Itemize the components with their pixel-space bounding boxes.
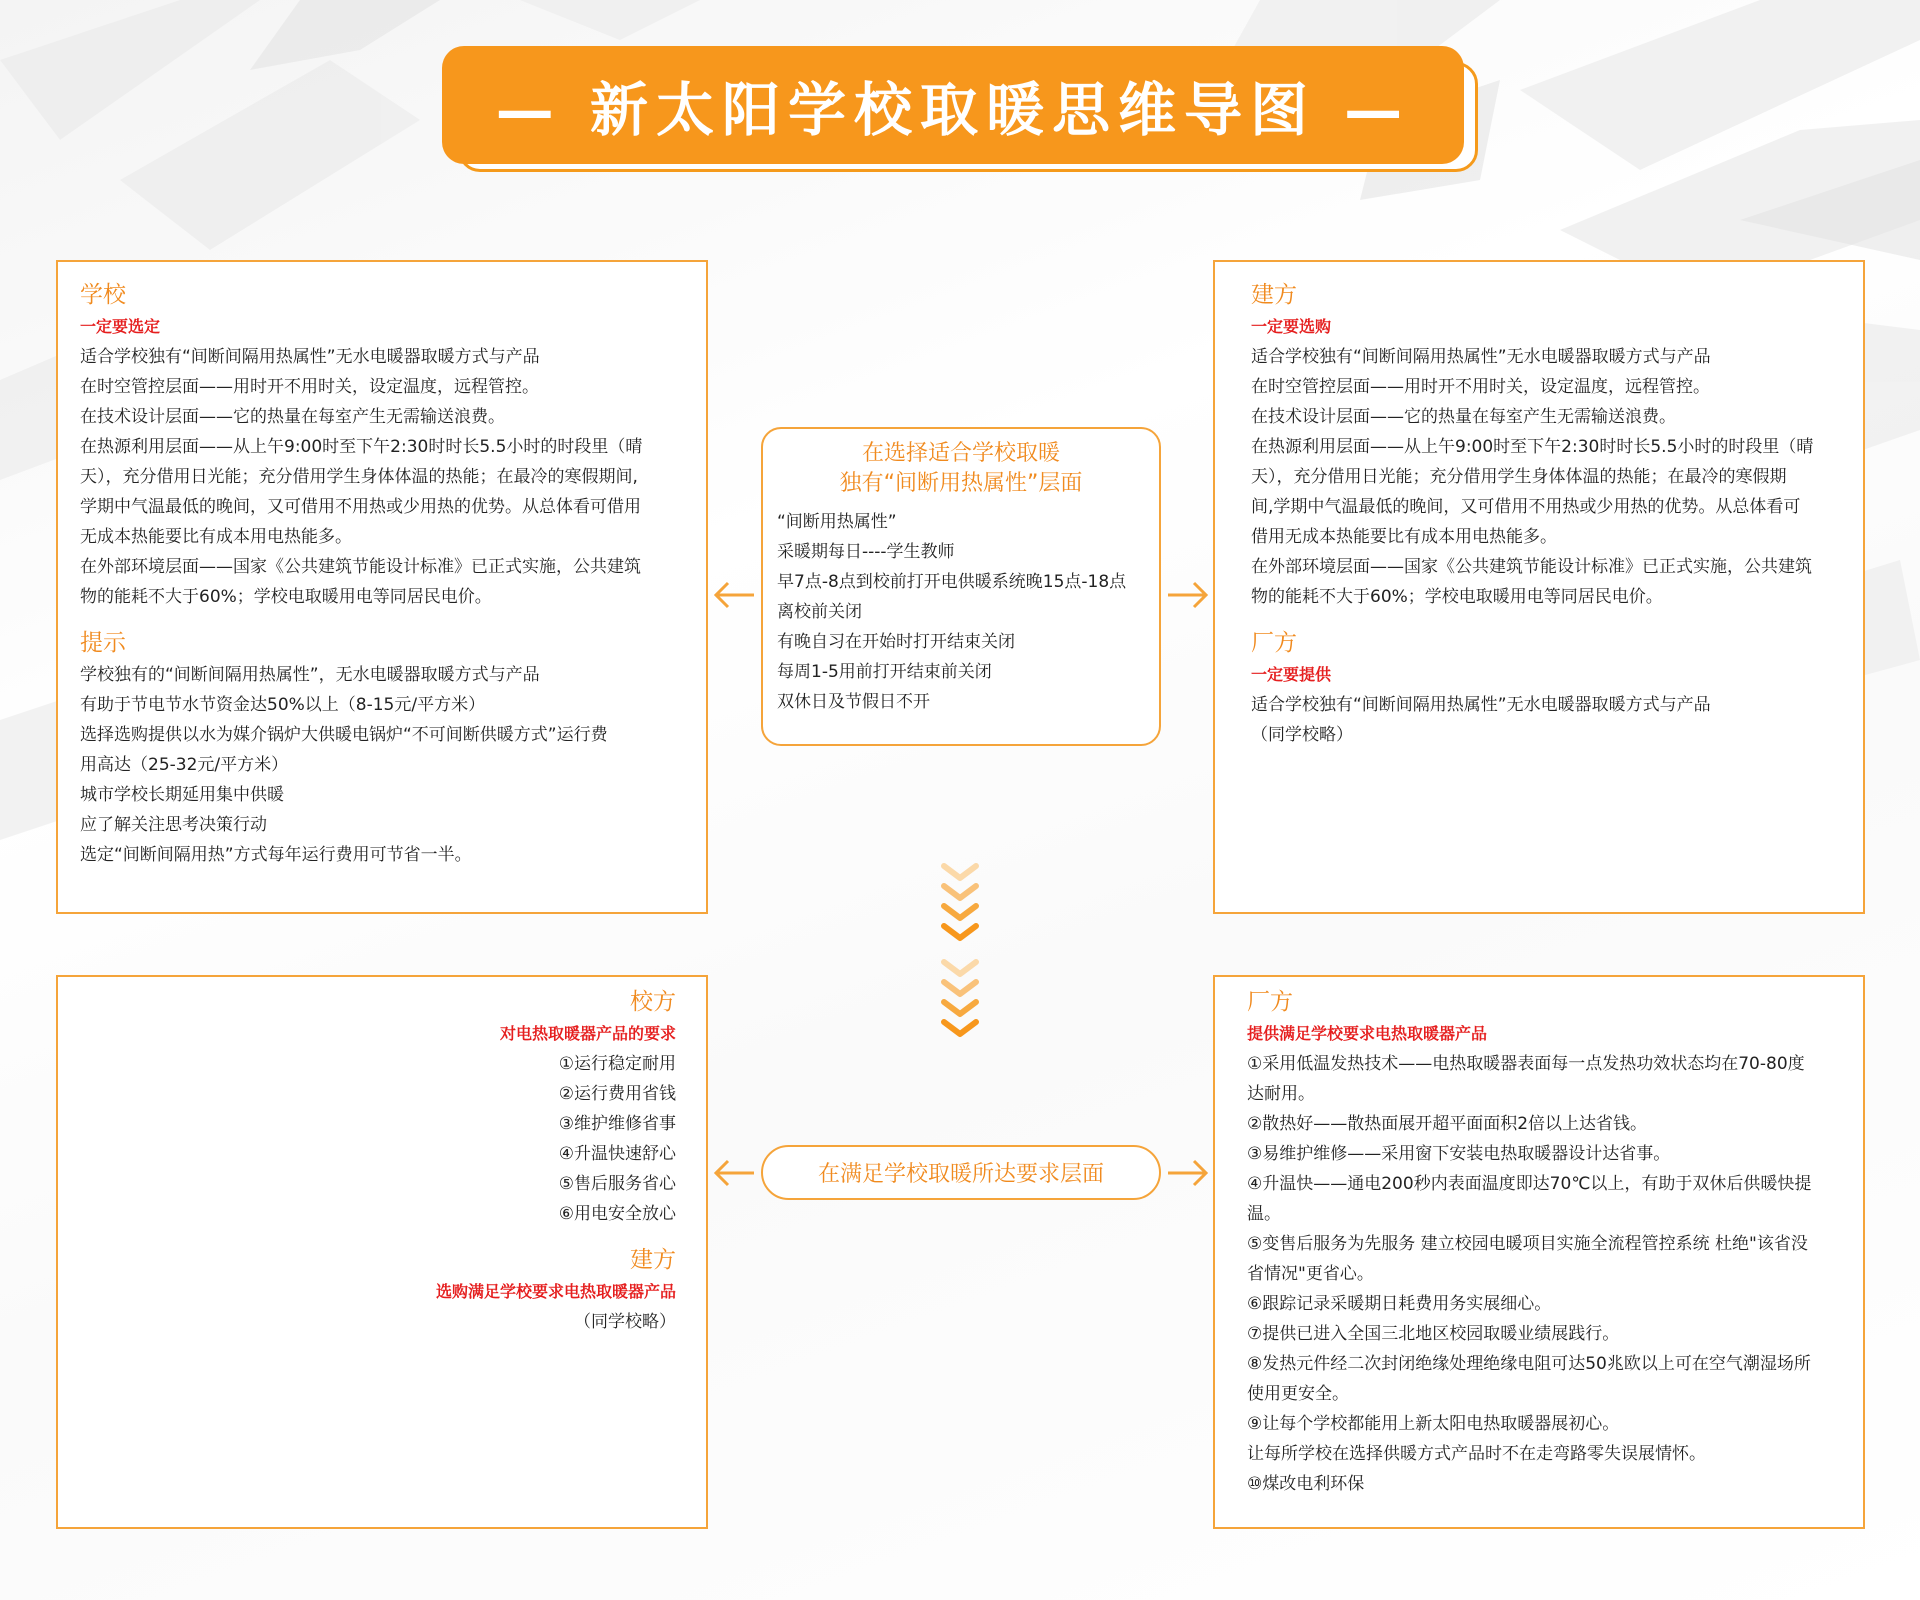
panel-line: 达耐用。 — [1247, 1084, 1315, 1104]
panel-line: 应了解关注思考决策行动 — [80, 815, 267, 835]
panel-line: （同学校略） — [574, 1312, 676, 1332]
panel-line: ⑤售后服务省心 — [558, 1174, 676, 1194]
panel-red-subheading: 一定要提供 — [1251, 665, 1332, 684]
panel-line: 在时空管控层面——用时开不用时关，设定温度，远程管控。 — [80, 377, 539, 397]
panel-line: 适合学校独有“间断间隔用热属性”无水电暖器取暖方式与产品 — [80, 347, 540, 367]
center-topic-title: 在选择适合学校取暖 — [861, 441, 1060, 466]
center-topic-line: 早7点-8点到校前打开电供暖系统晚15点-18点 — [777, 572, 1127, 592]
panel-red-subheading: 提供满足学校要求电热取暖器产品 — [1247, 1024, 1488, 1043]
panel-line: 学校独有的“间断间隔用热属性”，无水电暖器取暖方式与产品 — [80, 665, 540, 685]
panel-line: 在时空管控层面——用时开不用时关，设定温度，远程管控。 — [1251, 377, 1710, 397]
panel-manufacturer-provision — [1213, 975, 1865, 1529]
panel-line: ①运行稳定耐用 — [558, 1054, 676, 1074]
center-requirement-label: 在满足学校取暖所达要求层面 — [817, 1162, 1104, 1187]
center-topic-title: 独有“间断用热属性”层面 — [839, 471, 1083, 496]
panel-line: 用高达（25-32元/平方米） — [80, 755, 289, 775]
panel-line: 天），充分借用日光能；充分借用学生身体体温的热能；在最冷的寒假期间, — [80, 467, 638, 487]
panel-heading: 学校 — [80, 282, 126, 308]
center-topic-line: 双休日及节假日不开 — [777, 692, 930, 712]
panel-line: （同学校略） — [1251, 725, 1353, 745]
panel-builder-selection — [1213, 260, 1865, 914]
panel-line: ⑥跟踪记录采暖期日耗费用务实展细心。 — [1247, 1294, 1552, 1314]
center-topic-line: 有晚自习在开始时打开结束关闭 — [777, 632, 1015, 652]
panel-line: 在热源利用层面——从上午9:00时至下午2:30时时长5.5小时的时段里（晴 — [1251, 437, 1814, 457]
panel-line: 物的能耗不大于60%；学校电取暖用电等同居民电价。 — [80, 587, 492, 607]
panel-red-subheading: 一定要选定 — [80, 317, 161, 336]
title-banner — [442, 46, 1482, 174]
panel-line: 物的能耗不大于60%；学校电取暖用电等同居民电价。 — [1251, 587, 1663, 607]
center-topic-line: 离校前关闭 — [777, 602, 862, 622]
panel-line: 在外部环境层面——国家《公共建筑节能设计标准》已正式实施，公共建筑 — [1251, 557, 1812, 577]
center-topic-line: “间断用热属性” — [777, 512, 897, 532]
panel-heading: 厂方 — [1247, 989, 1293, 1015]
title-banner-box — [442, 46, 1464, 164]
panel-line: ③维护维修省事 — [558, 1114, 676, 1134]
panel-line: 省情况"更省心。 — [1247, 1264, 1374, 1284]
panel-line: 适合学校独有“间断间隔用热属性”无水电暖器取暖方式与产品 — [1251, 695, 1711, 715]
panel-line: ②运行费用省钱 — [558, 1084, 676, 1104]
panel-line: 让每所学校在选择供暖方式产品时不在走弯路零失误展情怀。 — [1247, 1444, 1706, 1464]
arrow-right-icon — [1166, 1158, 1210, 1188]
panel-line: ⑨让每个学校都能用上新太阳电热取暖器展初心。 — [1247, 1414, 1620, 1434]
panel-line: 无成本热能要比有成本用电热能多。 — [80, 527, 352, 547]
page-title: — 新太阳学校取暖思维导图 — — [495, 76, 1411, 144]
panel-heading: 提示 — [80, 630, 126, 656]
panel-line: 有助于节电节水节资金达50%以上（8-15元/平方米） — [80, 695, 486, 715]
center-requirement-pill — [761, 1145, 1161, 1200]
panel-line: ⑩煤改电利环保 — [1247, 1474, 1365, 1494]
panel-red-subheading: 选购满足学校要求电热取暖器产品 — [435, 1282, 676, 1301]
panel-heading: 厂方 — [1251, 630, 1297, 656]
panel-red-subheading: 一定要选购 — [1251, 317, 1332, 336]
panel-heading: 校方 — [630, 989, 676, 1015]
panel-line: 使用更安全。 — [1247, 1384, 1349, 1404]
panel-line: ②散热好——散热面展开超平面面积2倍以上达省钱。 — [1247, 1114, 1648, 1134]
panel-line: 城市学校长期延用集中供暖 — [80, 785, 284, 805]
panel-line: 适合学校独有“间断间隔用热属性”无水电暖器取暖方式与产品 — [1251, 347, 1711, 367]
panel-line: 在热源利用层面——从上午9:00时至下午2:30时时长5.5小时的时段里（晴 — [80, 437, 643, 457]
panel-line: 在技术设计层面——它的热量在每室产生无需输送浪费。 — [1251, 407, 1676, 427]
panel-line: ⑧发热元件经二次封闭绝缘处理绝缘电阻可达50兆欧以上可在空气潮湿场所 — [1247, 1354, 1811, 1374]
panel-heading: 建方 — [630, 1247, 676, 1273]
panel-line: ③易维护维修——采用窗下安装电热取暖器设计达省事。 — [1247, 1144, 1671, 1164]
panel-line: 在外部环境层面——国家《公共建筑节能设计标准》已正式实施，公共建筑 — [80, 557, 641, 577]
panel-heading: 建方 — [1251, 282, 1297, 308]
panel-line: ⑥用电安全放心 — [558, 1204, 676, 1224]
panel-line: ⑤变售后服务为先服务 建立校园电暖项目实施全流程管控系统 杜绝"该省没 — [1247, 1234, 1808, 1254]
panel-line: 借用无成本热能要比有成本用电热能多。 — [1251, 527, 1557, 547]
panel-line: 间,学期中气温最低的晚间，又可借用不用热或少用热的优势。从总体看可 — [1251, 497, 1801, 517]
chevron-down-icon — [938, 862, 982, 1047]
panel-line: ①采用低温发热技术——电热取暖器表面每一点发热功效状态均在70-80度 — [1247, 1054, 1805, 1074]
panel-line: 在技术设计层面——它的热量在每室产生无需输送浪费。 — [80, 407, 505, 427]
panel-line: 选择选购提供以水为媒介锅炉大供暖电锅炉“不可间断供暖方式”运行费 — [80, 725, 608, 745]
panel-line: 温。 — [1247, 1204, 1281, 1224]
center-topic-line: 每周1-5用前打开结束前关闭 — [777, 662, 992, 682]
panel-line: ④升温快速舒心 — [558, 1144, 676, 1164]
panel-red-subheading: 对电热取暖器产品的要求 — [499, 1024, 676, 1043]
arrow-left-icon — [712, 1158, 756, 1188]
panel-line: 选定“间断间隔用热”方式每年运行费用可节省一半。 — [80, 845, 472, 865]
center-topic-box — [761, 427, 1161, 746]
arrow-left-icon — [712, 580, 756, 610]
panel-line: ④升温快——通电200秒内表面温度即达70℃以上，有助于双休后供暖快提 — [1247, 1174, 1812, 1194]
panel-line: 学期中气温最低的晚间，又可借用不用热或少用热的优势。从总体看可借用 — [80, 497, 641, 517]
panel-school-requirements — [56, 975, 708, 1529]
center-topic-line: 采暖期每日----学生教师 — [777, 542, 955, 562]
arrow-right-icon — [1166, 580, 1210, 610]
panel-school-selection — [56, 260, 708, 914]
panel-line: ⑦提供已进入全国三北地区校园取暖业绩展践行。 — [1247, 1324, 1620, 1344]
panel-line: 天），充分借用日光能；充分借用学生身体体温的热能；在最冷的寒假期 — [1251, 467, 1787, 487]
